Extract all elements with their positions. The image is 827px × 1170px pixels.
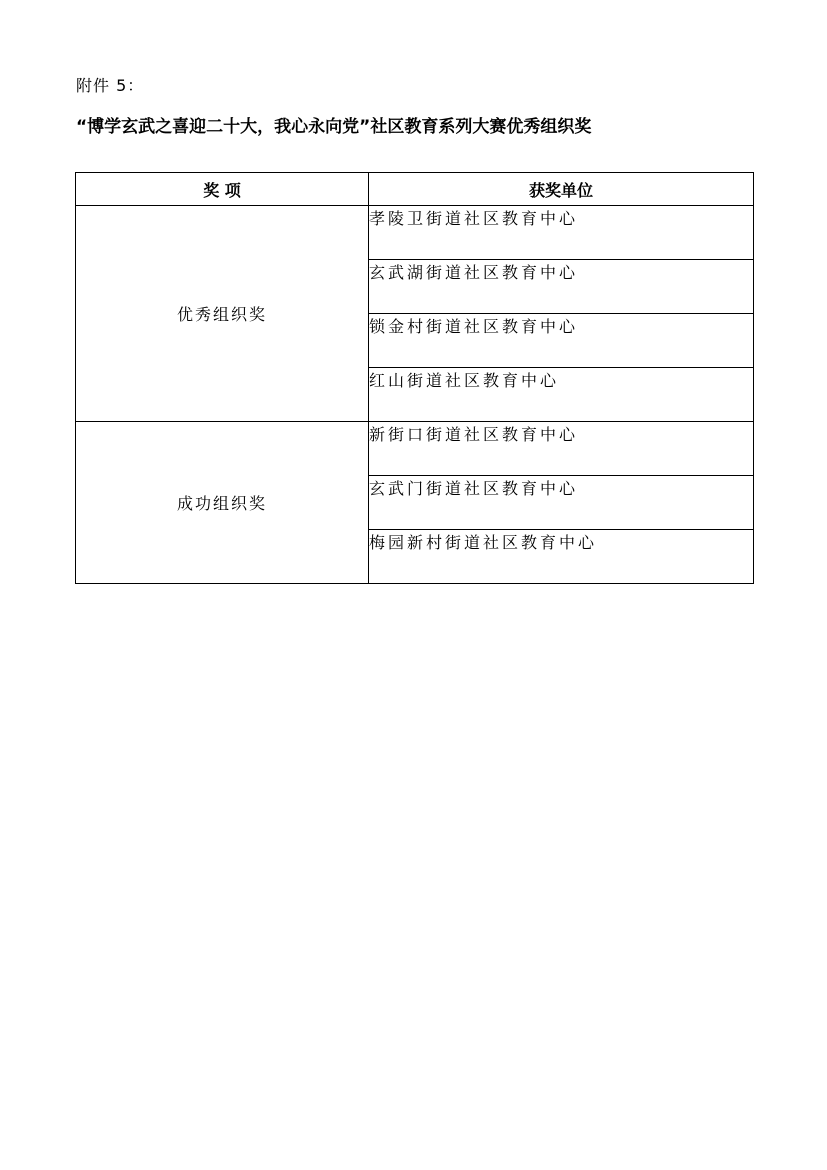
award-name-excellent: 优秀组织奖 <box>76 206 369 422</box>
unit-cell: 孝陵卫街道社区教育中心 <box>369 206 754 260</box>
unit-cell: 锁金村街道社区教育中心 <box>369 314 754 368</box>
unit-cell: 玄武门街道社区教育中心 <box>369 476 754 530</box>
unit-cell: 红山街道社区教育中心 <box>369 368 754 422</box>
attachment-label: 附件 5： <box>76 76 145 95</box>
table-row <box>76 422 754 476</box>
table-header-row <box>76 173 754 206</box>
unit-cell: 梅园新村街道社区教育中心 <box>369 530 754 584</box>
table-row <box>76 206 754 260</box>
unit-cell: 新街口街道社区教育中心 <box>369 422 754 476</box>
document-title: “博学玄武之喜迎二十大，我心永向党”社区教育系列大赛优秀组织奖 <box>76 117 592 137</box>
header-unit: 获奖单位 <box>369 173 754 206</box>
award-name-success: 成功组织奖 <box>76 422 369 584</box>
unit-cell: 玄武湖街道社区教育中心 <box>369 260 754 314</box>
award-table <box>75 172 754 584</box>
header-award: 奖 项 <box>76 173 369 206</box>
